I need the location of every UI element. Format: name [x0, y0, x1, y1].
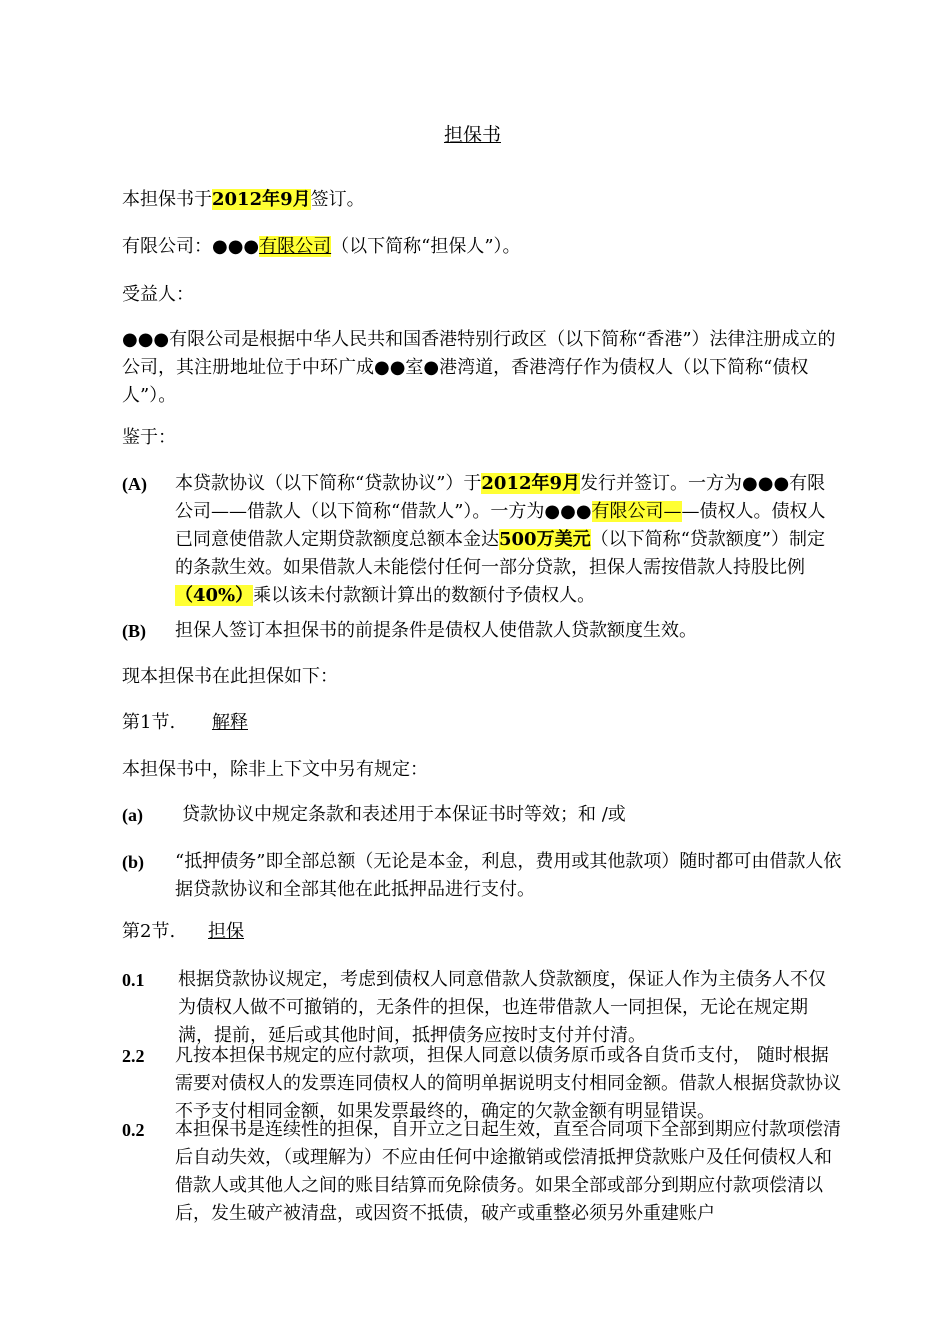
- company-name: 有限公司: [259, 236, 332, 257]
- clause-label: 2.2: [122, 1046, 145, 1066]
- definition-a: [122, 801, 842, 829]
- clause-0-2: [122, 1116, 842, 1228]
- clause-text: 本担保书是连续性的担保，自开立之日起生效，直至合同项下全部到期应付款项偿清后自动失效，（或理解为）不应由任何中途撤销或偿清抵押贷款账户及任何债权人和借款人或其他人之间的账目结算而免除债务。如果全部或部分到期应付款项偿清以后，发生破产被清盘，或因资不抵债，破产或重整必须另外重建账户: [175, 1119, 841, 1224]
- signed-line: 本担保书于2012年9月签订。: [122, 189, 365, 210]
- section-number: 第2节.: [122, 921, 176, 942]
- clause-0-1: [122, 966, 842, 1050]
- definition-text: 贷款协议中规定条款和表述用于本保证书时等效；和 /或: [182, 804, 626, 825]
- clause-label: 0.2: [122, 1120, 145, 1140]
- definition-label: (b): [122, 852, 144, 872]
- beneficiary-text: ●●●有限公司是根据中华人民共和国香港特别行政区（以下简称“香港”）法律注册成立的公司，其注册地址位于中环广成●●室●港湾道，香港湾仔作为债权人（以下简称“债权人”）。: [122, 329, 836, 406]
- clause-text: 凡按本担保书规定的应付款项，担保人同意以债务原币或各自货币支付， 随时根据需要对债权人的发票连同债权人的简明单据说明支付相同金额。借款人根据贷款协议不予支付相同金额，如果发票最终的，确定的欠款金额有明显错误。: [175, 1045, 841, 1122]
- section-2-heading: [122, 918, 842, 946]
- section-title: 担保: [208, 921, 244, 942]
- recital-label: (A): [122, 474, 147, 494]
- clause-text: 根据贷款协议规定，考虑到债权人同意借款人贷款额度，保证人作为主债务人不仅为债权人做不可撤销的，无条件的担保，也连带借款人一同担保，无论在规定期满，提前，延后或其他时间，抵押债务应按时支付并付清。: [178, 969, 826, 1046]
- definition-b: [122, 848, 842, 904]
- recital-text: 担保人签订本担保书的前提条件是债权人使借款人贷款额度生效。: [175, 620, 697, 641]
- section-1-intro: 本担保书中，除非上下文中另有规定：: [122, 759, 428, 780]
- section-1-heading: [122, 709, 842, 737]
- recital-b: [122, 617, 842, 645]
- clause-2-2: [122, 1042, 842, 1126]
- company-line: 有限公司：●●●有限公司（以下简称“担保人”）。: [122, 236, 521, 257]
- recital-a: [122, 470, 842, 610]
- section-number: 第1节.: [122, 712, 176, 733]
- now-text: 现本担保书在此担保如下：: [122, 666, 338, 687]
- section-title: 解释: [212, 712, 248, 733]
- whereas-label: 鉴于：: [122, 427, 176, 448]
- definition-label: (a): [122, 805, 143, 825]
- definition-text: “抵押债务”即全部总额（无论是本金，利息，费用或其他款项）随时都可由借款人依据贷款协议和全部其他在此抵押品进行支付。: [175, 851, 842, 900]
- clause-label: 0.1: [122, 970, 145, 990]
- document-title: 担保书: [443, 124, 501, 146]
- recital-text: 本贷款协议（以下简称“贷款协议”）于2012年9月发行并签订。一方为●●●有限公司——借款人（以下简称“借款人”）。一方为●●●有限公司——债权人。债权人已同意使借款人定期贷款额度总额本金达500万美元（以下简称“贷款额度”）制定的条款生效。如果借款人未能偿付任何一部分贷款，担保人需按借款人持股比例（40%）乘以该未付款额计算出的数额付予债权人。: [175, 473, 826, 606]
- recital-label: (B): [122, 621, 146, 641]
- signed-date: 2012年9月: [212, 189, 311, 210]
- beneficiary-label: 受益人：: [122, 284, 194, 305]
